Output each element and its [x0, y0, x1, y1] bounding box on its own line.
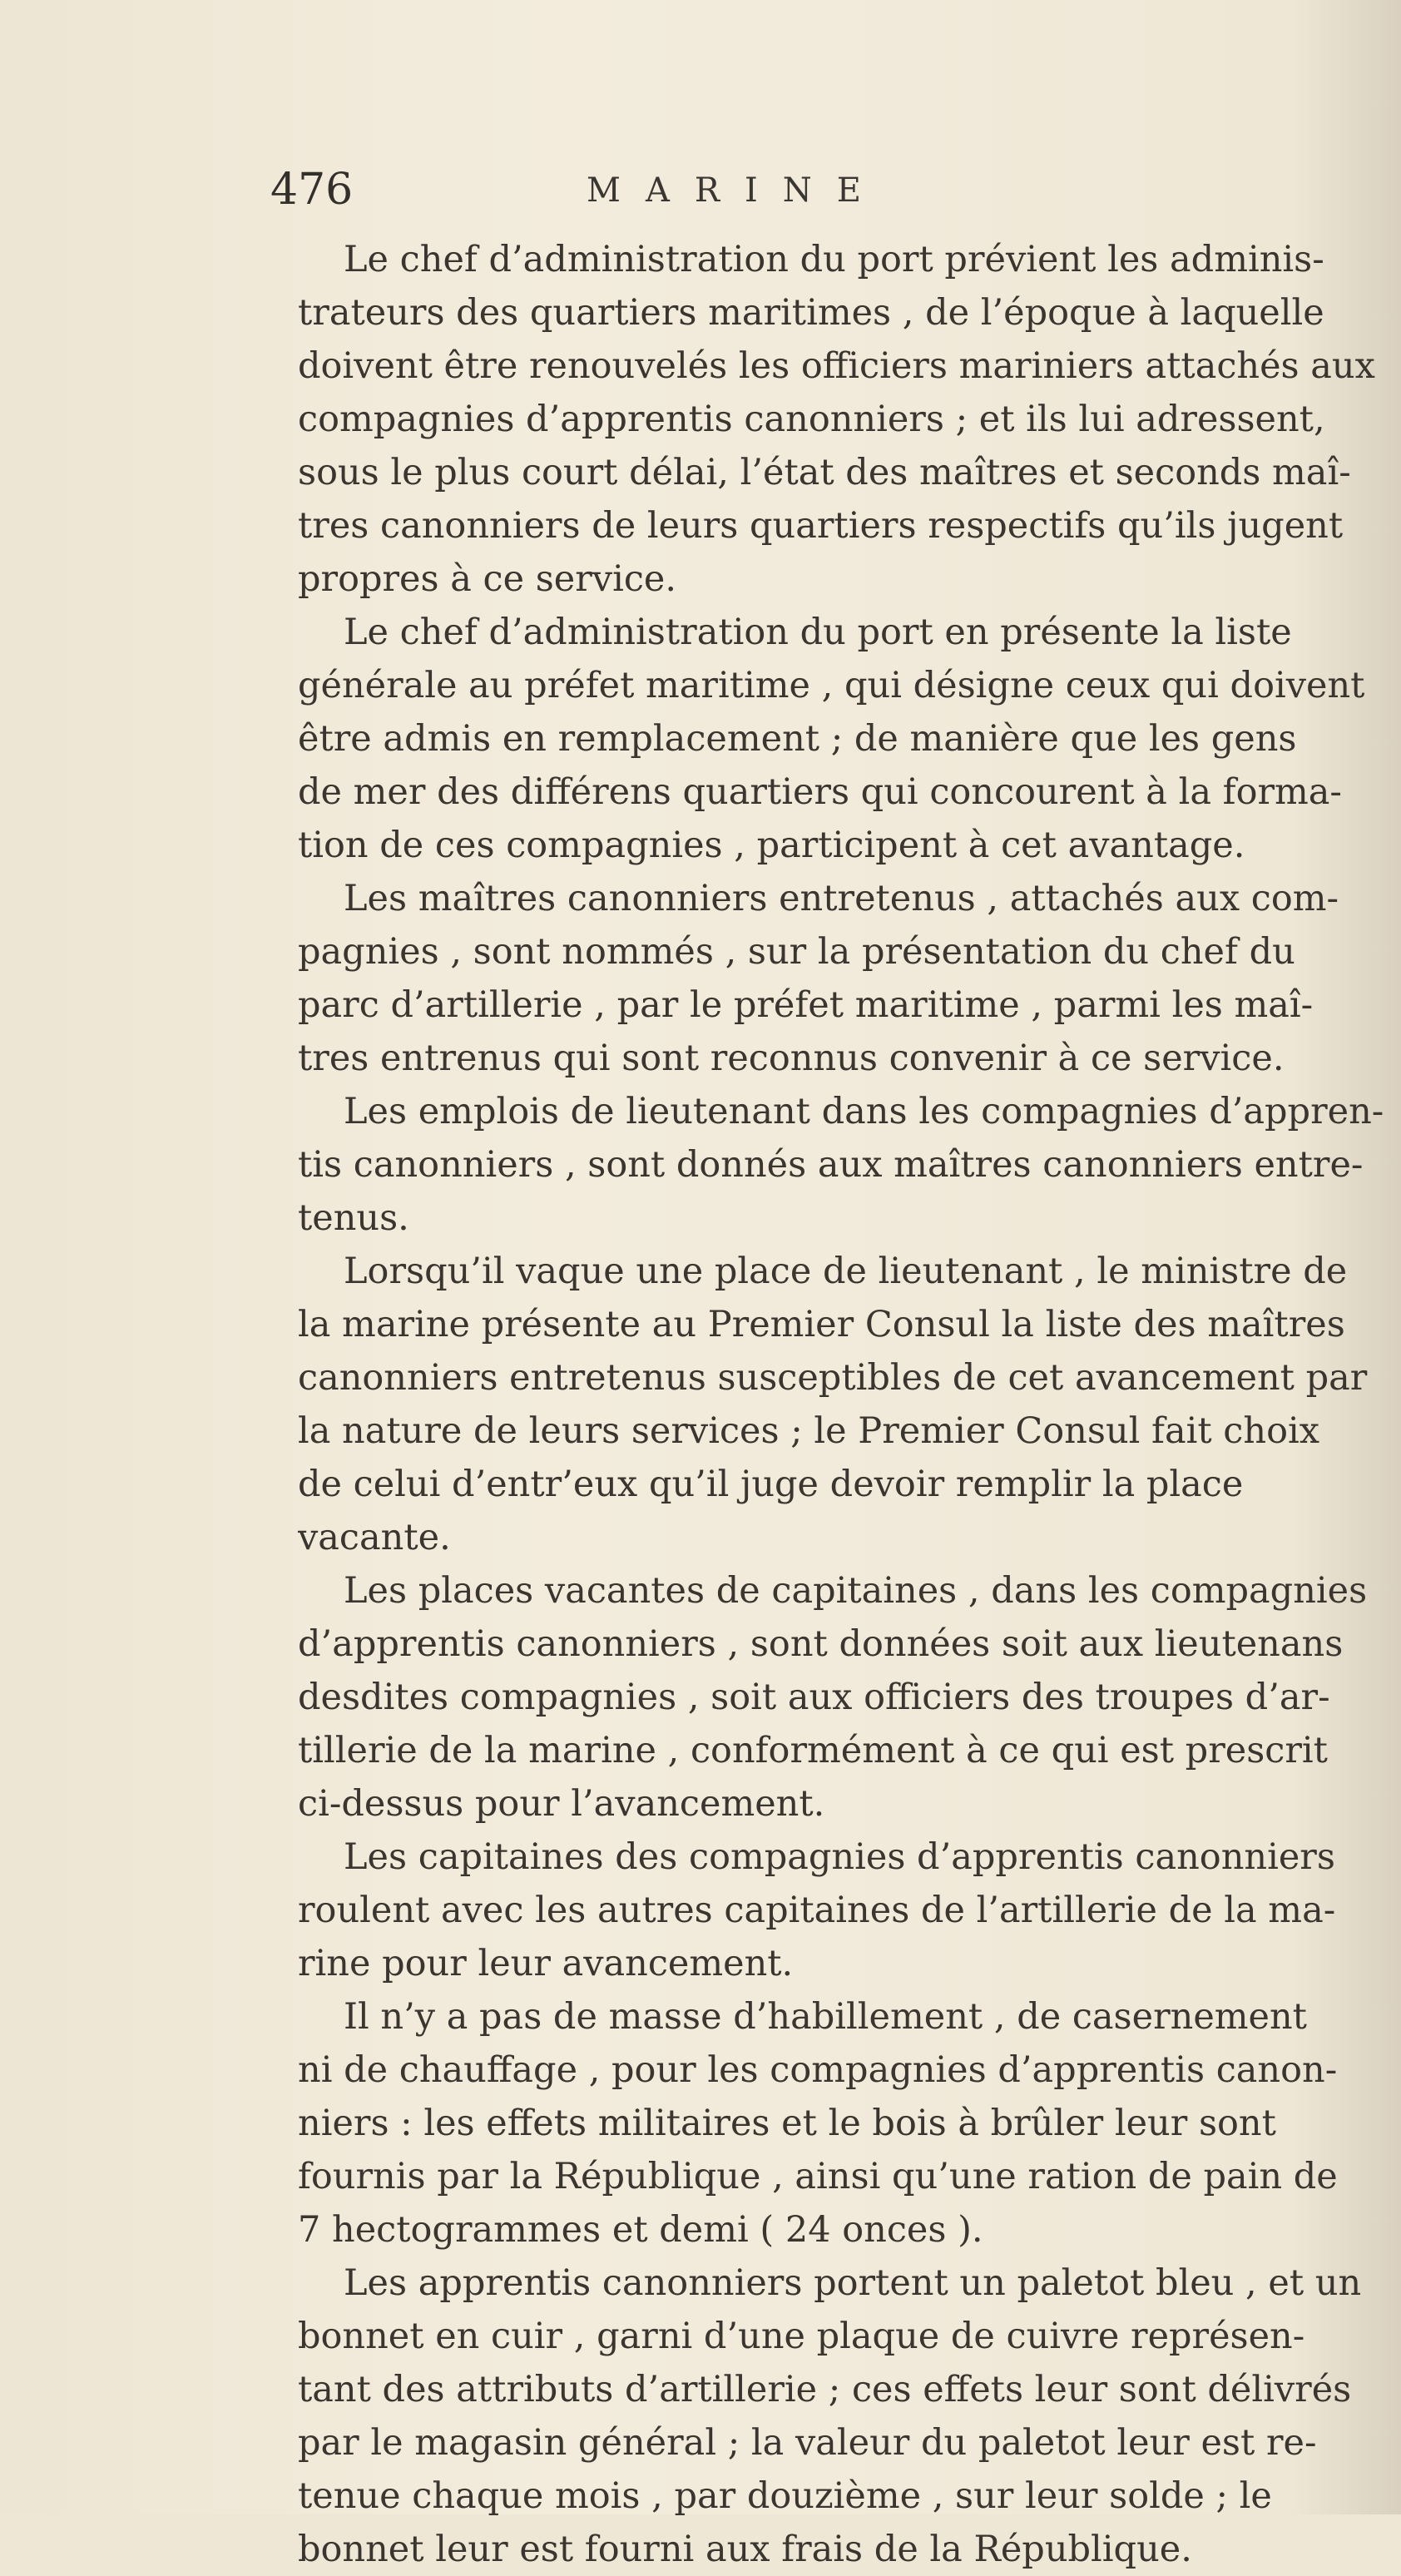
- paragraph: [298, 1085, 1400, 1245]
- text-line: Les capitaines des compagnies d’apprentis canonniers: [344, 1836, 1335, 1878]
- text-line: la marine présente au Premier Consul la liste des maîtres: [298, 1304, 1345, 1345]
- text-line: ni de chauffage , pour les compagnies d’apprentis canon-: [298, 2049, 1338, 2091]
- text-line: bonnet en cuir , garni d’une plaque de cuivre représen-: [298, 2316, 1305, 2357]
- text-line: pagnies , sont nommés , sur la présentation du chef du: [298, 931, 1295, 973]
- text-line: Les places vacantes de capitaines , dans les compagnies: [344, 1570, 1368, 1612]
- text-line: tenue chaque mois , par douzième , sur leur solde ; le: [298, 2475, 1272, 2517]
- paragraph: [298, 606, 1400, 872]
- text-line: Les apprentis canonniers portent un paletot bleu , et un: [344, 2262, 1362, 2304]
- text-line: rine pour leur avancement.: [298, 1943, 794, 1984]
- text-line: tres entrenus qui sont reconnus convenir à ce service.: [298, 1038, 1285, 1079]
- text-line: canonniers entretenus susceptibles de cet avancement par: [298, 1357, 1368, 1399]
- paragraph: [298, 1564, 1400, 1830]
- text-line: parc d’artillerie , par le préfet maritime , parmi les maî-: [298, 984, 1314, 1026]
- body-text: [298, 233, 1400, 2576]
- paragraph: [298, 872, 1400, 1085]
- text-line: 7 hectogrammes et demi ( 24 onces ).: [298, 2209, 983, 2251]
- text-line: propres à ce service.: [298, 558, 677, 600]
- text-line: par le magasin général ; la valeur du paletot leur est re-: [298, 2422, 1317, 2464]
- text-line: Le chef d’administration du port en présente la liste: [344, 612, 1292, 653]
- text-line: Lorsqu’il vaque une place de lieutenant , le ministre de: [344, 1251, 1348, 1292]
- paragraph: [298, 1830, 1400, 1990]
- paragraph: [298, 1245, 1400, 1564]
- text-line: d’apprentis canonniers , sont données soit aux lieutenans: [298, 1623, 1344, 1665]
- text-line: roulent avec les autres capitaines de l’artillerie de la ma-: [298, 1890, 1336, 1931]
- text-line: compagnies d’apprentis canonniers ; et ils lui adressent,: [298, 399, 1325, 440]
- paragraph: [298, 1990, 1400, 2256]
- paragraph: [298, 233, 1400, 606]
- text-line: ci-dessus pour l’avancement.: [298, 1783, 825, 1825]
- text-line: trateurs des quartiers maritimes , de l’époque à laquelle: [298, 292, 1324, 334]
- running-head: [270, 165, 1401, 231]
- text-line: tion de ces compagnies , participent à cet avantage.: [298, 825, 1245, 866]
- paragraph: [298, 2256, 1400, 2576]
- section-title: MARINE: [587, 171, 886, 210]
- text-line: niers : les effets militaires et le bois à brûler leur sont: [298, 2103, 1276, 2144]
- text-line: de mer des différens quartiers qui concourent à la forma-: [298, 771, 1342, 813]
- text-line: tis canonniers , sont donnés aux maîtres canonniers entre-: [298, 1144, 1364, 1186]
- text-line: tenus.: [298, 1197, 409, 1239]
- text-line: tillerie de la marine , conformément à ce qui est prescrit: [298, 1730, 1328, 1771]
- text-line: tres canonniers de leurs quartiers respectifs qu’ils jugent: [298, 505, 1344, 547]
- text-line: être admis en remplacement ; de manière que les gens: [298, 718, 1297, 760]
- text-line: Le chef d’administration du port prévient les adminis-: [344, 239, 1324, 280]
- text-line: doivent être renouvelés les officiers mariniers attachés aux: [298, 345, 1375, 387]
- text-line: fournis par la République , ainsi qu’une ration de pain de: [298, 2156, 1338, 2197]
- text-line: sous le plus court délai, l’état des maîtres et seconds maî-: [298, 452, 1351, 493]
- text-line: vacante.: [298, 1517, 451, 1558]
- text-line: la nature de leurs services ; le Premier Consul fait choix: [298, 1410, 1319, 1452]
- text-line: Il n’y a pas de masse d’habillement , de casernement: [344, 1996, 1307, 2038]
- page-number: 476: [270, 165, 354, 215]
- text-line: générale au préfet maritime , qui désigne ceux qui doivent: [298, 665, 1365, 706]
- text-line: Les emplois de lieutenant dans les compagnies d’appren-: [344, 1091, 1384, 1132]
- text-line: desdites compagnies , soit aux officiers des troupes d’ar-: [298, 1677, 1330, 1718]
- text-line: tant des attributs d’artillerie ; ces effets leur sont délivrés: [298, 2369, 1352, 2410]
- text-line: de celui d’entr’eux qu’il juge devoir remplir la place: [298, 1464, 1244, 1505]
- text-line: Les maîtres canonniers entretenus , attachés aux com-: [344, 878, 1339, 919]
- text-line: bonnet leur est fourni aux frais de la République.: [298, 2529, 1192, 2570]
